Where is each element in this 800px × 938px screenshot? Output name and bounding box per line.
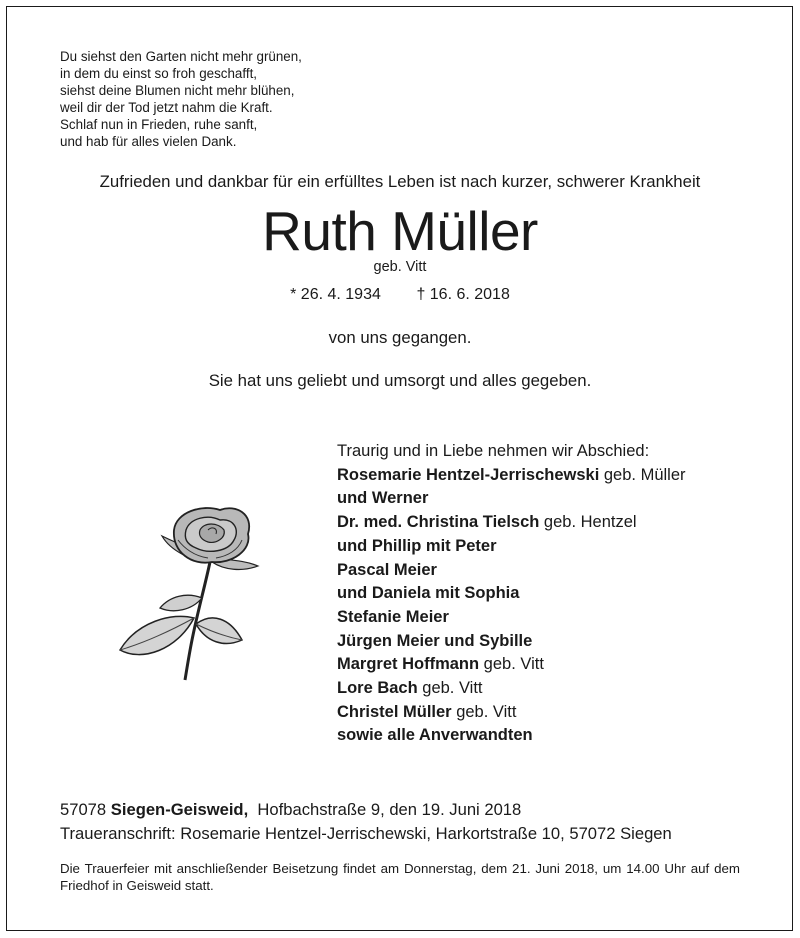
- street-date: Hofbachstraße 9, den 19. Juni 2018: [257, 800, 522, 819]
- mourner-suffix: geb. Vitt: [479, 655, 544, 674]
- mourner-name: Jürgen Meier und Sybille: [337, 631, 533, 650]
- mourner-row: [337, 487, 686, 511]
- deceased-name: Ruth Müller: [262, 200, 538, 262]
- mourner-row: [337, 677, 686, 701]
- life-dates: [0, 286, 800, 304]
- mourner-row: [337, 724, 686, 748]
- mourner-row: [337, 464, 686, 488]
- mourners-intro: Traurig und in Liebe nehmen wir Abschied:: [337, 442, 650, 460]
- passed-text: von uns gegangen.: [328, 328, 472, 347]
- mourner-name: Stefanie Meier: [337, 607, 449, 626]
- death-date: † 16. 6. 2018: [416, 286, 510, 303]
- poem-line: Schlaf nun in Frieden, ruhe sanft,: [60, 117, 258, 132]
- mourner-row: [337, 582, 686, 606]
- quote-text: Sie hat uns geliebt und umsorgt und alles gegeben.: [208, 371, 592, 390]
- poem-line: weil dir der Tod jetzt nahm die Kraft.: [60, 100, 273, 115]
- birth-date: * 26. 4. 1934: [290, 286, 381, 303]
- residence-line: [60, 798, 672, 822]
- mourner-suffix: geb. Vitt: [417, 679, 483, 698]
- mourner-suffix: geb. Müller: [599, 465, 686, 484]
- mourner-row: [337, 653, 686, 677]
- address-block: [60, 798, 672, 846]
- mourner-suffix: geb. Hentzel: [539, 513, 637, 532]
- poem: [60, 48, 302, 150]
- intro-text: Zufrieden und dankbar für ein erfülltes Leben ist nach kurzer, schwerer Krankheit: [99, 172, 701, 191]
- mourner-name: und Werner: [337, 489, 429, 508]
- mourner-row: [337, 511, 686, 535]
- birth-name: geb. Vitt: [373, 259, 427, 275]
- mourner-name: und Daniela mit Sophia: [337, 584, 520, 603]
- mourner-name: Rosemarie Hentzel-Jerrischewski: [337, 465, 600, 484]
- mourner-name: Dr. med. Christina Tielsch: [337, 513, 540, 532]
- mourner-row: [337, 606, 686, 630]
- mourner-suffix: geb. Vitt: [451, 702, 517, 721]
- mourner-row: [337, 701, 686, 725]
- mourners-list: [337, 440, 686, 748]
- mourner-name: und Phillip mit Peter: [337, 536, 497, 555]
- poem-line: siehst deine Blumen nicht mehr blühen,: [60, 83, 295, 98]
- mourner-name: Pascal Meier: [337, 560, 437, 579]
- mourner-row: [337, 630, 686, 654]
- rose-illustration: [112, 500, 287, 685]
- mourner-row: [337, 559, 686, 583]
- city: Siegen-Geisweid,: [110, 800, 249, 819]
- mourning-address: Traueranschrift: Rosemarie Hentzel-Jerrischewski, Harkortstraße 10, 57072 Siegen: [60, 824, 672, 843]
- mourner-row: [337, 535, 686, 559]
- zip-code: 57078: [60, 800, 107, 819]
- poem-line: und hab für alles vielen Dank.: [60, 134, 237, 149]
- poem-line: in dem du einst so froh geschafft,: [60, 66, 258, 81]
- mourner-name: Margret Hoffmann: [337, 655, 480, 674]
- mourner-name: sowie alle Anverwandten: [337, 726, 533, 745]
- mourner-name: Christel Müller: [337, 702, 452, 721]
- mourner-name: Lore Bach: [337, 679, 418, 698]
- funeral-info: Die Trauerfeier mit anschließender Beisetzung findet am Donnerstag, dem 21. Juni 2018, um 14.00 Uhr auf dem Friedhof in Geisweid statt.: [60, 861, 740, 893]
- poem-line: Du siehst den Garten nicht mehr grünen,: [60, 49, 302, 64]
